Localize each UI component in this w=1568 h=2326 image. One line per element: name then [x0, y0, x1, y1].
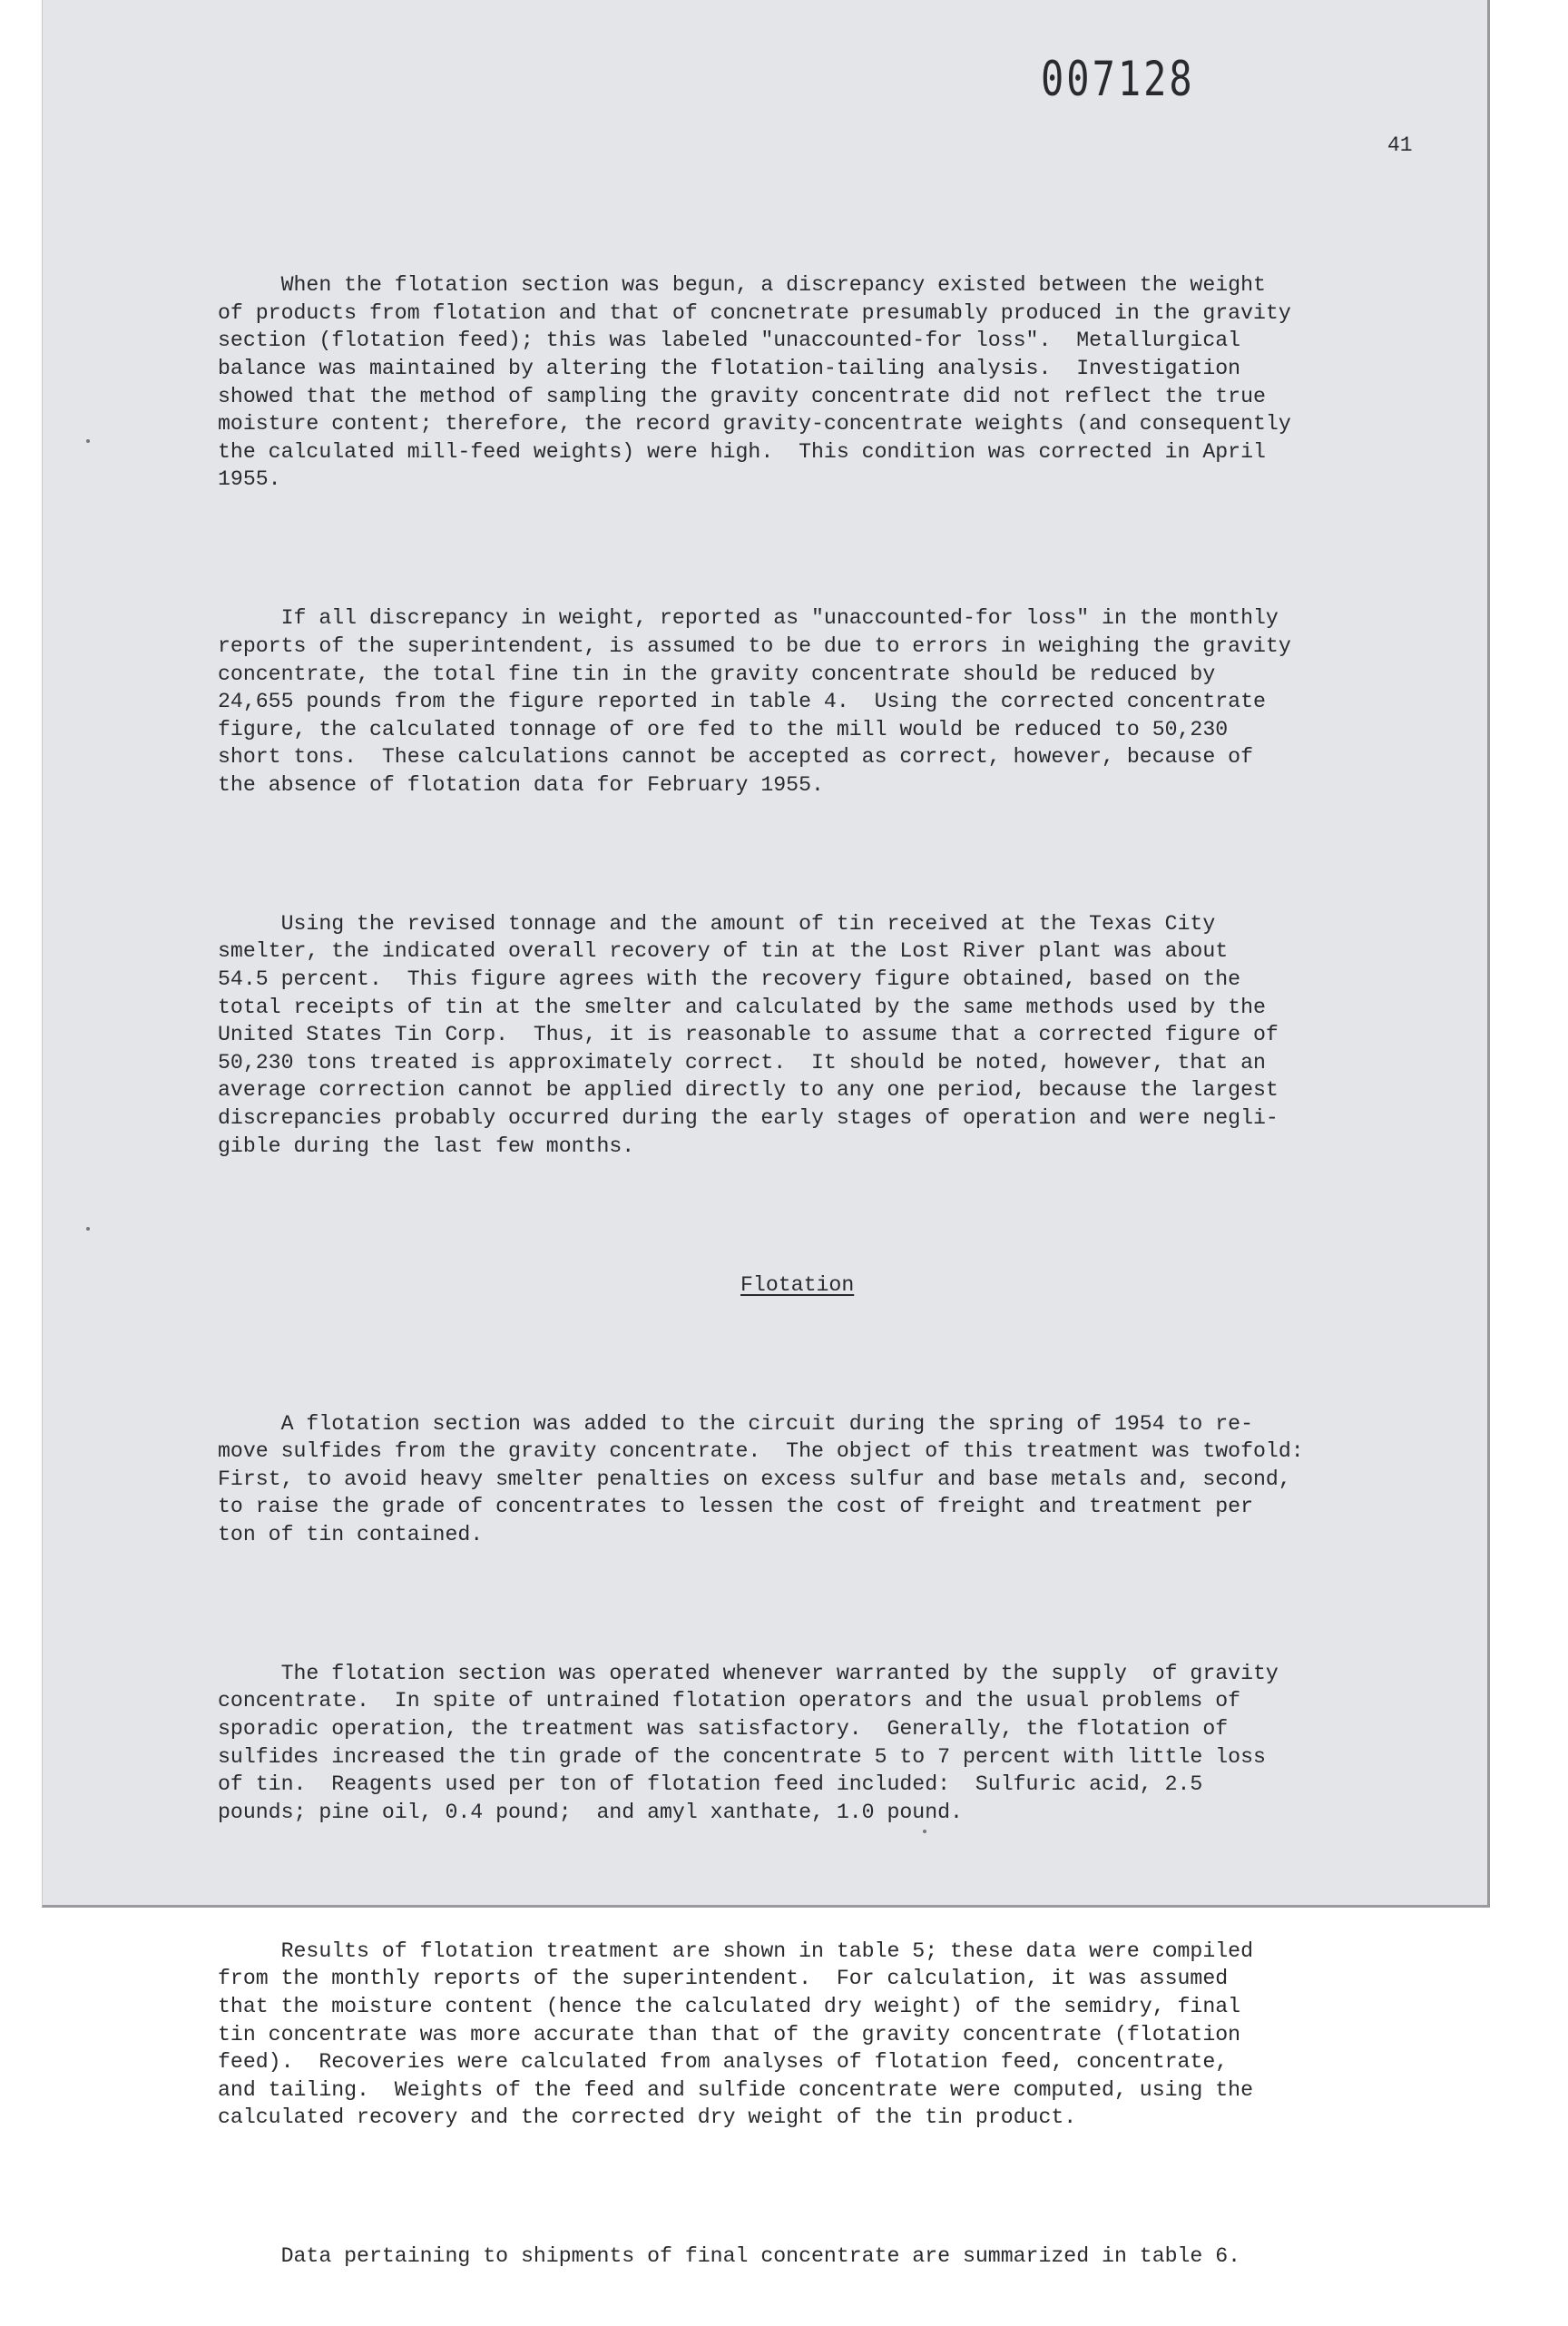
text-line: ton of tin contained.	[218, 1522, 484, 1546]
text-line: short tons. These calculations cannot be accepted as correct, however, because of	[218, 745, 1254, 770]
text-line: the calculated mill-feed weights) were high. This condition was corrected in April	[218, 439, 1266, 464]
text-line: feed). Recoveries were calculated from analyses of flotation feed, concentrate,	[218, 2050, 1229, 2075]
text-line: discrepancies probably occurred during the early stages of operation and were negli-	[218, 1106, 1279, 1130]
text-line: The flotation section was operated whenever warranted by the supply of gravity	[218, 1661, 1279, 1685]
text-line: from the monthly reports of the superintendent. For calculation, it was assumed	[218, 1967, 1229, 1991]
text-line: If all discrepancy in weight, reported as "unaccounted-for loss" in the monthly	[218, 606, 1279, 631]
text-line: total receipts of tin at the smelter and calculated by the same methods used by the	[218, 995, 1266, 1019]
text-line: sporadic operation, the treatment was satisfactory. Generally, the flotation of	[218, 1717, 1229, 1742]
text-line: to raise the grade of concentrates to lessen the cost of freight and treatment per	[218, 1495, 1254, 1519]
text-line: concentrate. In spite of untrained flotation operators and the usual problems of	[218, 1689, 1241, 1713]
text-line: When the flotation section was begun, a discrepancy existed between the weight	[218, 273, 1266, 298]
text-line: tin concentrate was more accurate than that of the gravity concentrate (flotation	[218, 2022, 1241, 2046]
text-line: of products from flotation and that of concnetrate presumably produced in the gravity	[218, 300, 1291, 325]
text-line: concentrate, the total fine tin in the gravity concentrate should be reduced by	[218, 662, 1216, 686]
text-line: average correction cannot be applied directly to any one period, because the largest	[218, 1078, 1279, 1103]
paragraph-2	[218, 604, 1434, 799]
text-line: Using the revised tonnage and the amount of tin received at the Texas City	[218, 911, 1216, 936]
text-line: calculated recovery and the corrected dry weight of the tin product.	[218, 2105, 1077, 2130]
text-line: First, to avoid heavy smelter penalties on excess sulfur and base metals and, second,	[218, 1467, 1291, 1491]
text-line: Data pertaining to shipments of final concentrate are summarized in table 6.	[218, 2244, 1241, 2269]
text-line: showed that the method of sampling the gravity concentrate did not reflect the true	[218, 384, 1266, 408]
body-text	[218, 216, 1434, 2326]
text-line: 1955.	[218, 467, 281, 492]
text-line: balance was maintained by altering the flotation-tailing analysis. Investigation	[218, 356, 1241, 380]
text-line: United States Tin Corp. Thus, it is reasonable to assume that a corrected figure of	[218, 1023, 1279, 1047]
paragraph-5	[218, 1660, 1434, 1827]
paragraph-1	[218, 271, 1434, 494]
text-line: pounds; pine oil, 0.4 pound; and amyl xanthate, 1.0 pound.	[218, 1800, 963, 1824]
text-line: A flotation section was added to the circuit during the spring of 1954 to re-	[218, 1411, 1254, 1436]
document-id-stamp: 007128	[1041, 51, 1195, 107]
text-line: gible during the last few months.	[218, 1134, 635, 1158]
text-line: figure, the calculated tonnage of ore fed to the mill would be reduced to 50,230	[218, 717, 1229, 741]
paragraph-3	[218, 910, 1434, 1160]
text-line: the absence of flotation data for February 1955.	[218, 772, 824, 797]
paragraph-6	[218, 1938, 1434, 2132]
scan-speck	[86, 1227, 90, 1231]
text-line: move sulfides from the gravity concentrate. The object of this treatment was twofold:	[218, 1439, 1304, 1464]
paragraph-7	[218, 2243, 1434, 2271]
page-number: 41	[1387, 133, 1413, 157]
text-line: of tin. Reagents used per ton of flotation feed included: Sulfuric acid, 2.5	[218, 1772, 1203, 1797]
paragraph-4	[218, 1410, 1434, 1549]
text-line: smelter, the indicated overall recovery of tin at the Lost River plant was about	[218, 939, 1229, 964]
scan-speck	[86, 439, 90, 443]
text-line: sulfides increased the tin grade of the concentrate 5 to 7 percent with little loss	[218, 1744, 1266, 1769]
text-line: moisture content; therefore, the record gravity-concentrate weights (and consequently	[218, 412, 1291, 437]
text-line: and tailing. Weights of the feed and sulfide concentrate were computed, using the	[218, 2077, 1254, 2102]
text-line: 50,230 tons treated is approximately correct. It should be noted, however, that an	[218, 1050, 1266, 1075]
text-line: section (flotation feed); this was labeled "unaccounted-for loss". Metallurgical	[218, 329, 1241, 353]
text-line: Results of flotation treatment are shown in table 5; these data were compiled	[218, 1938, 1254, 1963]
text-line: 54.5 percent. This figure agrees with the recovery figure obtained, based on the	[218, 967, 1241, 992]
text-line: 24,655 pounds from the figure reported in table 4. Using the corrected concentrate	[218, 690, 1266, 714]
section-heading-flotation: Flotation	[740, 1272, 855, 1297]
text-line: reports of the superintendent, is assumed to be due to errors in weighing the gravity	[218, 633, 1291, 658]
text-line: that the moisture content (hence the calculated dry weight) of the semidry, final	[218, 1995, 1241, 2018]
